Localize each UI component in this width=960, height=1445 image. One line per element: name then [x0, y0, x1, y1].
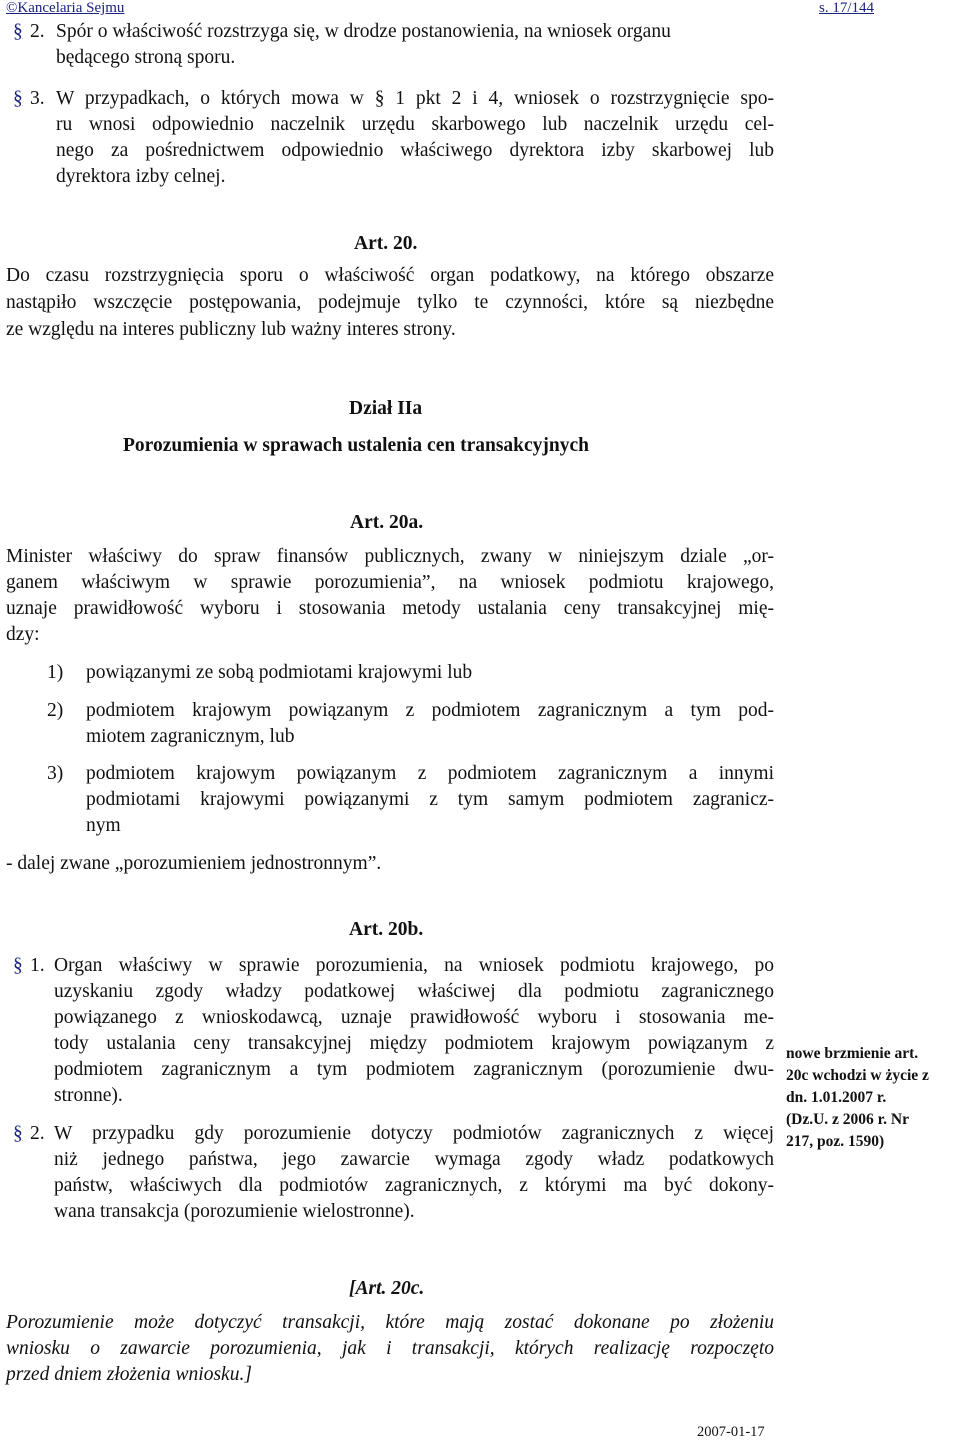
paragraph-line: stronne).: [54, 1085, 123, 1106]
side-note-line: nowe brzmienie art.: [786, 1045, 919, 1062]
article-line: uznaje prawidłowość wyboru i stosowania metody ustalania ceny transakcyjnej mię-: [6, 598, 774, 619]
article-title: Art. 20a.: [350, 512, 424, 533]
paragraph-line: dyrektora izby celnej.: [56, 166, 226, 187]
paragraph-line: nego za pośrednictwem odpowiednio właściwego dyrektora izby skarbowej lub: [56, 140, 774, 161]
side-note: [786, 1043, 960, 1153]
article-line: ganem właściwym w sprawie porozumienia”, na wniosek podmiotu krajowego,: [6, 572, 774, 593]
paragraph-number: 3.: [30, 88, 45, 109]
header-page-number[interactable]: s. 17/144: [819, 0, 875, 16]
article-title: [Art. 20c.: [349, 1278, 425, 1299]
list-item-number: 2): [47, 700, 64, 721]
paragraph-number: 2.: [30, 1123, 45, 1144]
paragraph-line: niż jednego państwa, jego zawarcie wymaga zgody władz podatkowych: [54, 1149, 774, 1170]
paragraph-line: Organ właściwy w sprawie porozumienia, na wniosek podmiotu krajowego, po: [54, 955, 774, 976]
article-line: Minister właściwy do spraw finansów publicznych, zwany w niniejszym dziale „or-: [6, 546, 774, 567]
list-item-line: podmiotami krajowymi powiązanymi z tym samym podmiotem zagranicz-: [86, 789, 774, 810]
list-item-number: 3): [47, 763, 64, 784]
side-note-line: (Dz.U. z 2006 r. Nr: [786, 1111, 909, 1128]
paragraph-line: powiązanego z wnioskodawcą, uznaje prawidłowość wyboru i stosowania me-: [54, 1007, 774, 1028]
paragraph-line: W przypadku gdy porozumienie dotyczy podmiotów zagranicznych z więcej: [54, 1123, 774, 1144]
section-mark-link[interactable]: §: [13, 88, 23, 109]
article-line: przed dniem złożenia wniosku.]: [6, 1364, 252, 1385]
paragraph-line: państw, właściwych dla podmiotów zagranicznych, z którymi ma być dokony-: [54, 1175, 774, 1196]
side-note-line: dn. 1.01.2007 r.: [786, 1089, 887, 1106]
division-subtitle: Porozumienia w sprawach ustalenia cen transakcyjnych: [123, 435, 590, 456]
section-mark-link[interactable]: §: [13, 21, 23, 42]
side-note-line: 20c wchodzi w życie z: [786, 1067, 929, 1084]
paragraph-line: będącego stroną sporu.: [56, 47, 236, 68]
side-note-line: 217, poz. 1590): [786, 1133, 885, 1150]
list-item-line: powiązanymi ze sobą podmiotami krajowymi lub: [86, 662, 473, 683]
paragraph-line: ru wnosi odpowiednio naczelnik urzędu skarbowego lub naczelnik urzędu cel-: [56, 114, 774, 135]
paragraph-number: 2.: [30, 21, 45, 42]
paragraph-line: Spór o właściwość rozstrzyga się, w drodze postanowienia, na wniosek organu: [56, 21, 671, 42]
article-title: Art. 20b.: [349, 919, 424, 940]
article-line: wniosku o zawarcie porozumienia, jak i transakcji, których realizację rozpoczęto: [6, 1338, 774, 1359]
list-item-line: podmiotem krajowym powiązanym z podmiotem zagranicznym a innymi: [86, 763, 774, 784]
list-item-number: 1): [47, 662, 64, 683]
list-item-line: podmiotem krajowym powiązanym z podmiotem zagranicznym a tym pod-: [86, 700, 774, 721]
section-mark-link[interactable]: §: [13, 955, 23, 976]
paragraph-line: podmiotem zagranicznym a tym podmiotem zagranicznym (porozumienie dwu-: [54, 1059, 774, 1080]
division-title: Dział IIa: [349, 398, 423, 419]
article-line: Porozumienie może dotyczyć transakcji, które mają zostać dokonane po złożeniu: [6, 1312, 774, 1333]
list-item-line: miotem zagranicznym, lub: [86, 726, 295, 747]
article-line: dzy:: [6, 624, 40, 645]
section-mark-link[interactable]: §: [13, 1123, 23, 1144]
footer-date: 2007-01-17: [697, 1424, 765, 1440]
article-line: nastąpiło wszczęcie postępowania, podejmuje tylko te czynności, które są niezbędne: [6, 292, 774, 313]
article-closing: - dalej zwane „porozumieniem jednostronnym”.: [6, 853, 382, 874]
paragraph-line: uzyskaniu zgody władzy podatkowej właściwej dla podmiotu zagranicznego: [54, 981, 774, 1002]
paragraph-number: 1.: [30, 955, 45, 976]
article-line: ze względu na interes publiczny lub ważny interes strony.: [6, 319, 456, 340]
list-item-line: nym: [86, 815, 121, 836]
article-line: Do czasu rozstrzygnięcia sporu o właściwość organ podatkowy, na którego obszarze: [6, 265, 774, 286]
paragraph-line: W przypadkach, o których mowa w § 1 pkt 2 i 4, wniosek o rozstrzygnięcie spo-: [56, 88, 774, 109]
paragraph-line: wana transakcja (porozumienie wielostronne).: [54, 1201, 415, 1222]
paragraph-line: tody ustalania ceny transakcyjnej między podmiotem krajowym powiązanym z: [54, 1033, 774, 1054]
header-copyright-link[interactable]: ©Kancelaria Sejmu: [6, 0, 125, 16]
article-title: Art. 20.: [354, 233, 418, 254]
